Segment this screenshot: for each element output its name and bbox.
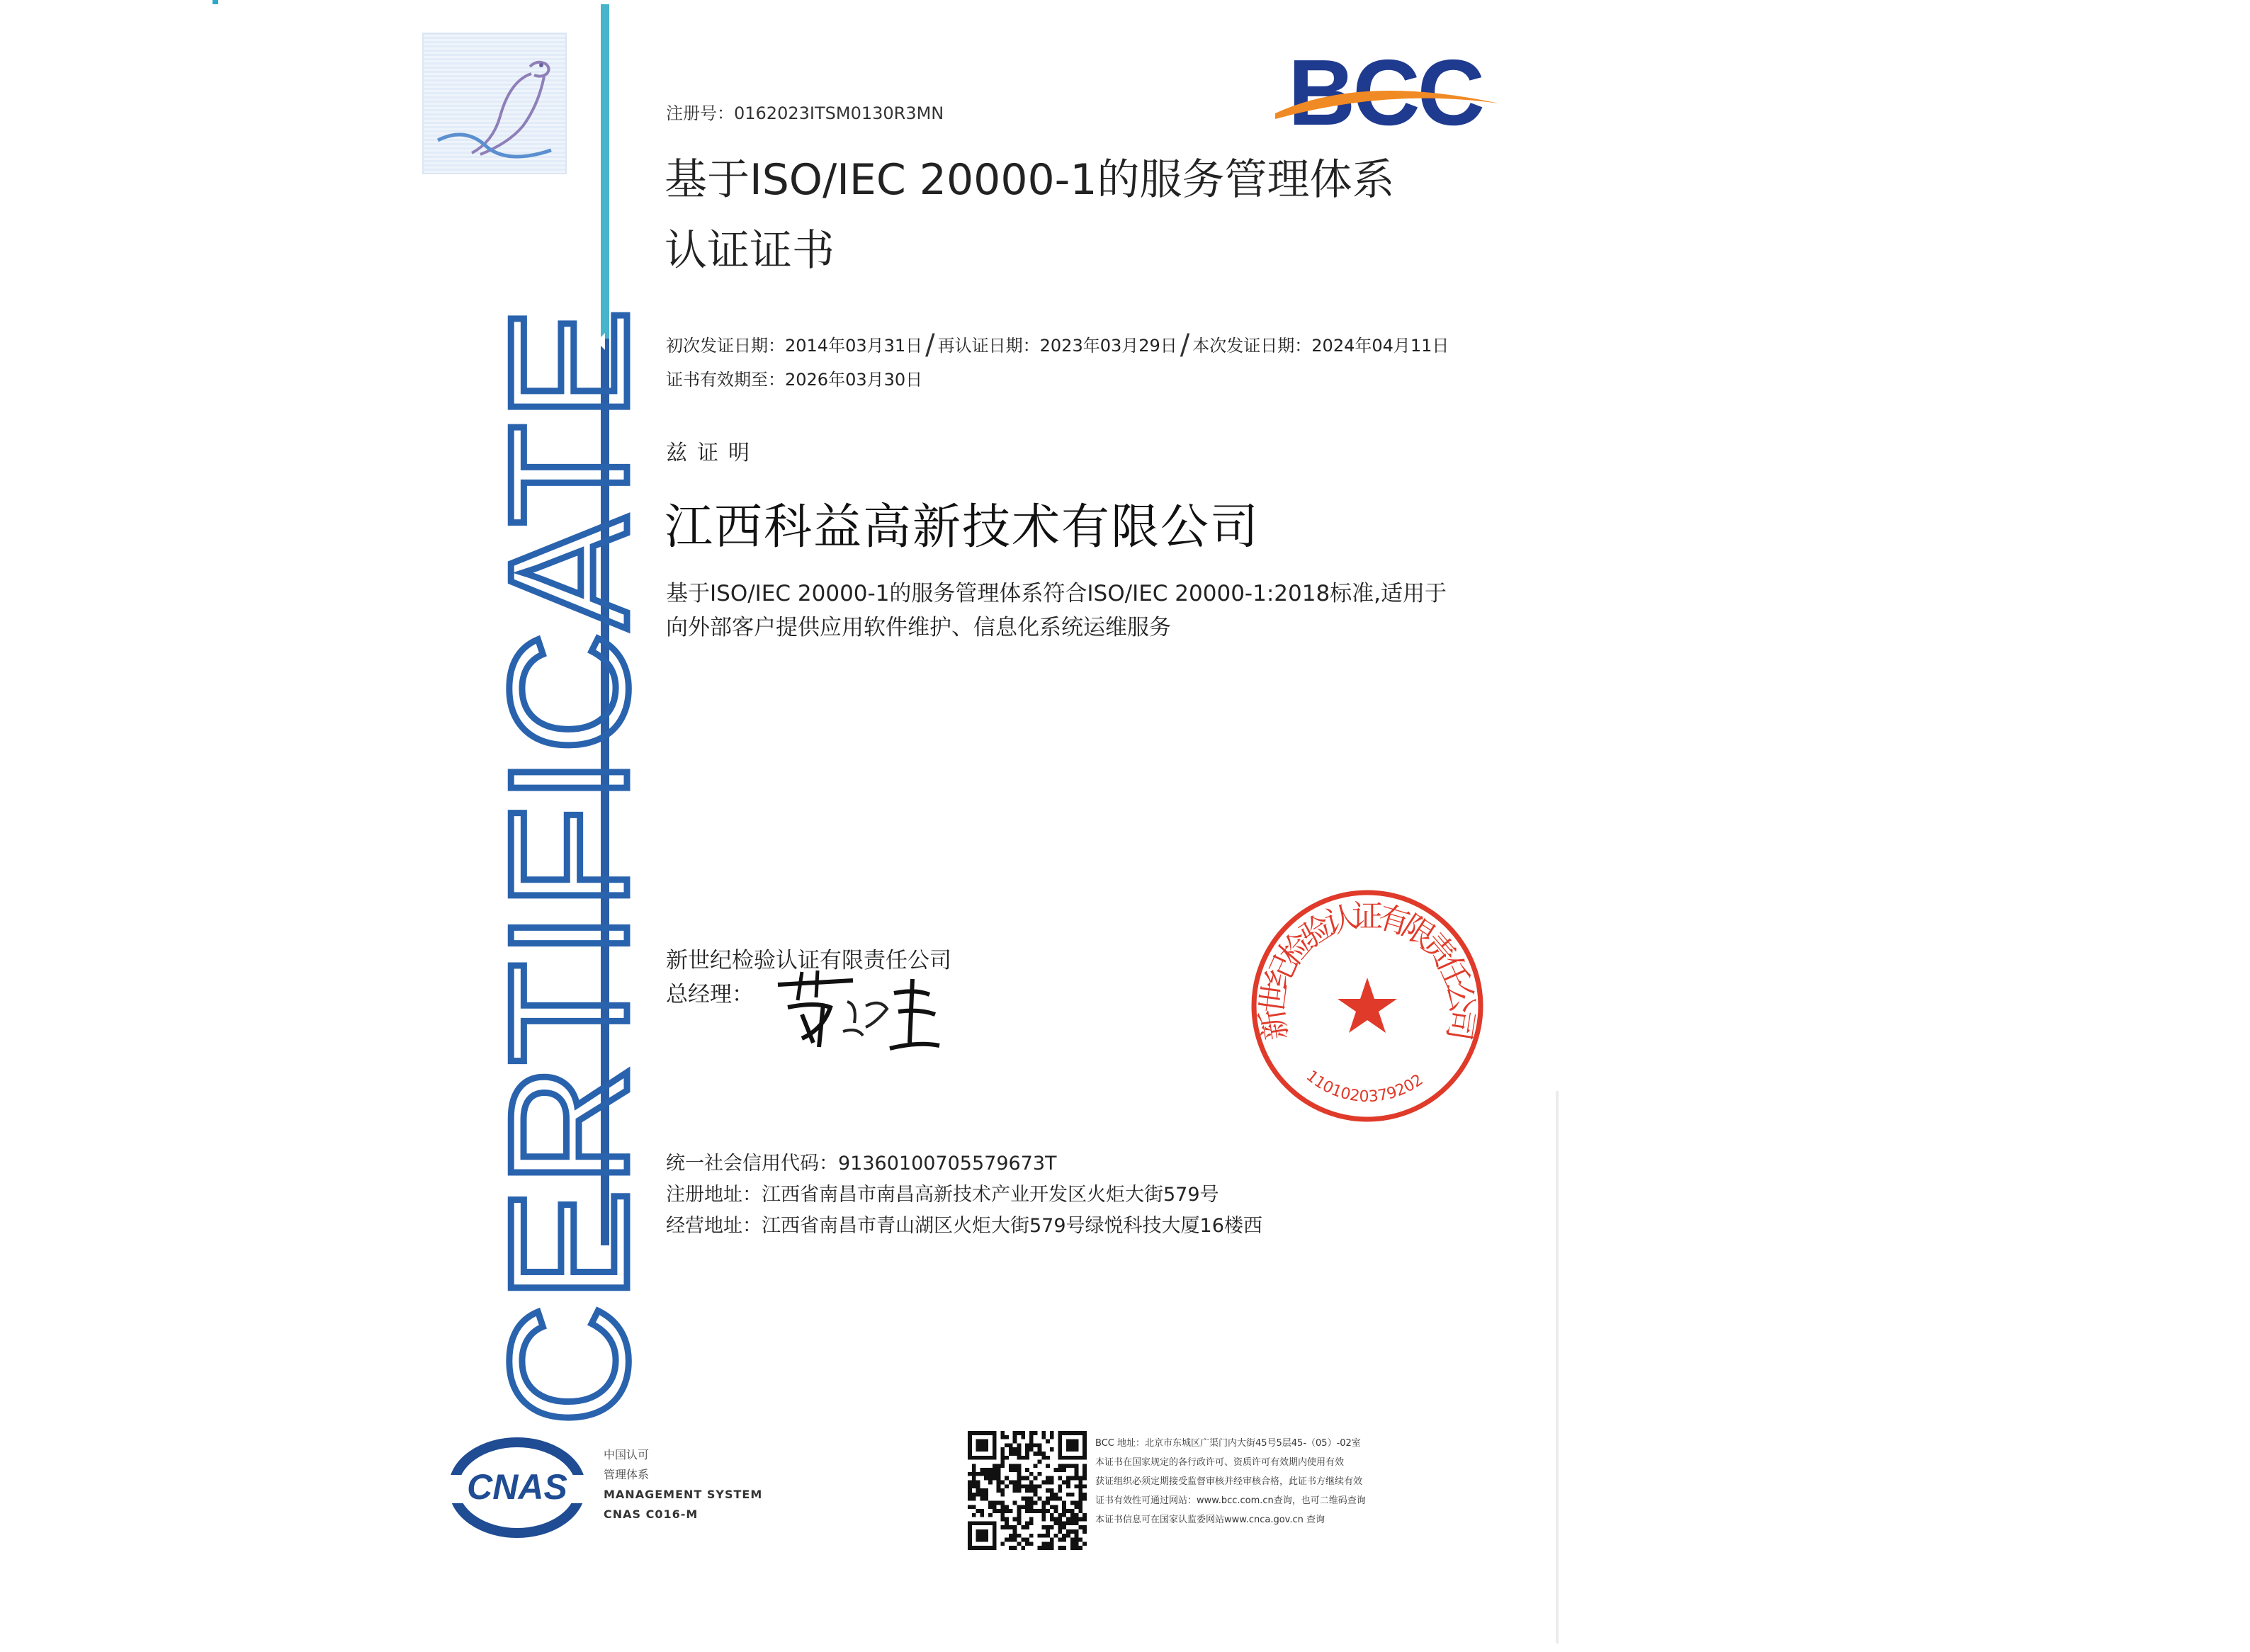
cnas-logo-text: CNAS	[467, 1467, 567, 1507]
bcc-logo-text: BCC	[1288, 45, 1482, 137]
bcc-info-text	[1095, 1434, 1366, 1529]
valid-until-date: 证书有效期至：2026年03月30日	[666, 370, 923, 390]
registration-number: 注册号：0162023ITSM0130R3MN	[666, 103, 944, 123]
bcc-info-line: 获证组织必须定期接受监督审核并经审核合格，此证书方继续有效	[1095, 1476, 1363, 1487]
issuer-name: 新世纪检验认证有限责任公司	[666, 948, 951, 973]
operating-address: 经营地址：江西省南昌市青山湖区火炬大街579号绿悦科技大厦16楼西	[666, 1215, 1262, 1237]
svg-text:新世纪检验认证有限责任公司	[1254, 898, 1480, 1043]
general-manager-label: 总经理：	[666, 982, 754, 1007]
cnas-line: 中国认可	[604, 1448, 650, 1461]
date-separator: /	[1180, 329, 1190, 361]
credit-code: 统一社会信用代码：91360100705579673T	[666, 1153, 1057, 1175]
bcc-info-line: 本证书在国家规定的各行政许可、资质许可有效期内使用有效	[1095, 1457, 1345, 1468]
certificate-title-line1: 基于ISO/IEC 20000-1的服务管理体系	[665, 155, 1395, 205]
current-issue-date: 本次发证日期：2024年04月11日	[1192, 336, 1449, 356]
sheet-edge	[1556, 1091, 1559, 1643]
cnas-logo	[448, 1435, 587, 1540]
manager-signature	[774, 965, 958, 1057]
cnas-line: CNAS C016-M	[604, 1507, 699, 1521]
cnas-accreditation-text	[604, 1445, 762, 1524]
seal-ring-text: 新世纪检验认证有限责任公司	[1254, 898, 1481, 1043]
issue-dates-row	[666, 329, 1449, 361]
cnas-line: 管理体系	[604, 1468, 650, 1481]
seal-star-icon	[1338, 978, 1397, 1033]
scope-line1: 基于ISO/IEC 20000-1的服务管理体系符合ISO/IEC 20000-1:2018标准,适用于	[666, 581, 1447, 606]
date-separator: /	[925, 329, 935, 361]
seal-number: 1101020379202	[1302, 1067, 1427, 1107]
recertification-date: 再认证日期：2023年03月29日	[937, 336, 1177, 356]
hologram-emblem	[422, 33, 567, 174]
cnas-line: MANAGEMENT SYSTEM	[604, 1488, 763, 1501]
company-seal	[1247, 886, 1488, 1126]
bcc-info-line: 本证书信息可在国家认监委网站www.cnca.gov.cn 查询	[1095, 1515, 1325, 1525]
hereby-certify: 兹证明	[666, 441, 759, 465]
certificate-title-line2: 认证证书	[665, 226, 835, 276]
certificate-vertical-word: CERTIFICATE	[475, 305, 663, 1427]
initial-issue-date: 初次发证日期：2014年03月31日	[666, 336, 923, 356]
svg-text:1101020379202	[1303, 1068, 1427, 1107]
otter-icon	[424, 34, 565, 173]
verification-qr-code[interactable]	[968, 1431, 1087, 1550]
corner-mark	[213, 0, 218, 4]
scope-line2: 向外部客户提供应用软件维护、信息化系统运维服务	[666, 615, 1171, 640]
bcc-logo	[1275, 45, 1502, 137]
bcc-info-line: BCC 地址：北京市东城区广渠门内大街45号5层45-（05）-02室	[1095, 1438, 1361, 1449]
bcc-info-line: 证书有效性可通过网站：www.bcc.com.cn查询，也可二维码查询	[1095, 1495, 1366, 1506]
registered-address: 注册地址：江西省南昌市南昌高新技术产业开发区火炬大街579号	[666, 1184, 1219, 1206]
company-name: 江西科益高新技术有限公司	[665, 499, 1260, 555]
